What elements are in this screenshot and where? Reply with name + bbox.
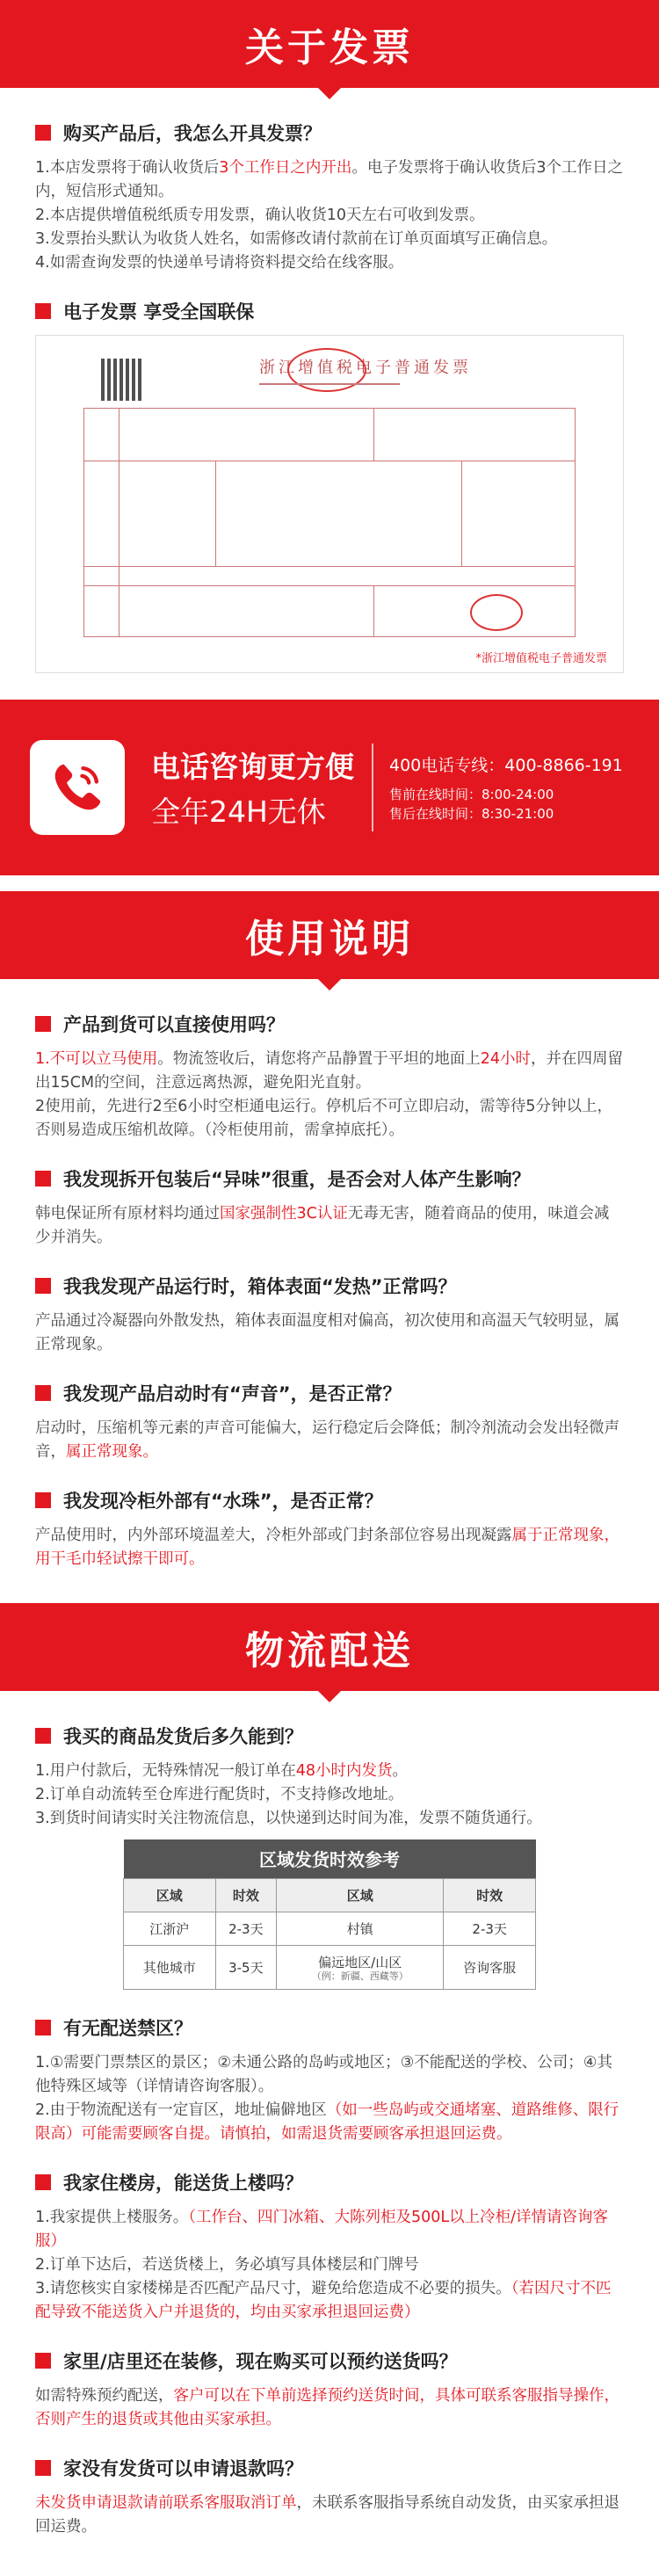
hotline-slogan-line2: 全年24H无休 xyxy=(151,795,326,829)
answer-fragment: ，未联系客服指导系统自动发货，由买家承担退回运费。 xyxy=(35,2493,619,2536)
answer-line: 2.本店提供增值税纸质专用发票，确认收货10天左右可收到发票。 xyxy=(35,207,485,224)
question-heading xyxy=(35,1487,624,1513)
question-text: 购买产品后，我怎么开具发票？ xyxy=(63,123,322,144)
answer-line: 3.发票抬头默认为收货人姓名，如需修改请付款前在订单页面填写正确信息。 xyxy=(35,230,558,248)
qr-code-icon xyxy=(101,359,143,401)
table-cell: 3-5天 xyxy=(215,1945,276,1989)
answer-line: 4.如需查询发票的快递单号请将资料提交给在线客服。 xyxy=(35,254,404,272)
answer-line: 2使用前，先进行2至6小时空柜通电运行。停机后不可立即启动，需等待5分钟以上，否则易造成压缩机故障。（冷柜使用前，需拿掉底托）。 xyxy=(35,1098,613,1139)
usage-section xyxy=(0,979,659,1603)
invoice-title: 关于发票 xyxy=(245,25,414,70)
usage-qa-3 xyxy=(35,1273,624,1357)
red-square-icon xyxy=(35,1385,51,1401)
question-text: 我发现产品启动时有“声音”，是否正常？ xyxy=(63,1383,402,1404)
invoice-banner xyxy=(0,0,659,88)
table-cell: 2-3天 xyxy=(444,1912,536,1945)
answer-fragment: 启动时，压缩机等元素的声音可能偏大，运行稳定后会降低；制冷剂流动会发出轻微声音， xyxy=(35,1419,619,1461)
answer-fragment: 1.本店发票将于确认收货后 xyxy=(35,159,220,177)
red-square-icon xyxy=(35,303,51,319)
question-heading xyxy=(35,2014,624,2041)
invoice-sample-image xyxy=(35,335,624,673)
logistics-section xyxy=(0,1691,659,2565)
answer-fragment: 产品使用时，内外部环境温差大，冷柜外部或门封条部位容易出现凝露 xyxy=(35,1527,512,1544)
e-invoice-illustration xyxy=(83,346,576,645)
usage-qa-1 xyxy=(35,1011,624,1143)
question-text: 家没有发货可以申请退款吗？ xyxy=(63,2457,303,2479)
usage-qa-4 xyxy=(35,1380,624,1464)
seal-stamp-icon xyxy=(470,594,523,631)
phone-icon xyxy=(30,740,125,835)
answer-highlight: （若因尺寸不匹配导致不能送货入户并退货的，均由买家承担退回运费） xyxy=(35,2279,612,2321)
answer-text xyxy=(35,2492,624,2539)
answer-highlight: 48小时内发货 xyxy=(295,1762,393,1780)
question-heading xyxy=(35,1165,624,1192)
table-cell: 江浙沪 xyxy=(124,1912,216,1945)
answer-fragment: ，并在四周留出15CM的空间，注意远离热源，避免阳光直射。 xyxy=(35,1050,623,1092)
invoice-qa-1 xyxy=(35,120,624,275)
answer-line: 1.①需要门票禁区的景区；②未通公路的岛屿或地区；③不能配送的学校、公司；④其他特殊区域等（详情请咨询客服）。 xyxy=(35,2053,612,2095)
header-cell: 时效 xyxy=(215,1878,276,1912)
table-header-row xyxy=(124,1878,536,1912)
invoice-header: 浙江增值税电子普通发票 xyxy=(259,359,472,377)
answer-highlight: 未发货申请退款请前联系客服取消订单 xyxy=(35,2493,297,2512)
hotline-info xyxy=(389,752,623,824)
question-text: 产品到货可以直接使用吗？ xyxy=(63,1014,285,1035)
invoice-section xyxy=(0,88,659,700)
question-text: 我我发现产品运行时，箱体表面“发热”正常吗？ xyxy=(63,1276,457,1297)
red-square-icon xyxy=(35,125,51,141)
table-cell: 2-3天 xyxy=(215,1912,276,1945)
answer-text xyxy=(35,1048,624,1143)
phone-number: 400电话专线：400-8866-191 xyxy=(389,755,623,775)
usage-qa-5 xyxy=(35,1487,624,1571)
question-heading xyxy=(35,120,624,146)
question-heading xyxy=(35,2455,624,2481)
question-text: 家里/店里还在装修，现在购买可以预约送货吗？ xyxy=(63,2350,458,2372)
table-cell xyxy=(277,1945,444,1989)
question-text: 我家住楼房，能送货上楼吗？ xyxy=(63,2172,303,2194)
answer-highlight: 1.不可以立马使用 xyxy=(35,1050,158,1068)
answer-highlight: 国家强制性3C认证 xyxy=(220,1205,348,1223)
red-square-icon xyxy=(35,1171,51,1186)
usage-title: 使用说明 xyxy=(245,917,414,961)
answer-fragment: 1.用户付款后，无特殊情况一般订单在 xyxy=(35,1762,296,1780)
table-row xyxy=(124,1912,536,1945)
usage-qa-2 xyxy=(35,1165,624,1250)
hotline-slogan-line1: 电话咨询更方便 xyxy=(151,750,354,784)
question-heading xyxy=(35,1273,624,1299)
red-square-icon xyxy=(35,1728,51,1744)
logistics-qa-3 xyxy=(35,2169,624,2325)
answer-text xyxy=(35,1417,624,1464)
answer-text xyxy=(35,2384,624,2432)
answer-text xyxy=(35,2051,624,2146)
answer-highlight: （工作台、四门冰箱、大陈列柜及500L以上冷柜/详情请咨询客服） xyxy=(35,2208,608,2250)
answer-highlight: （如一些岛屿或交通堵塞、道路维修、限行限高）可能需要顾客自提。请慎拍，如需退货需要顾客承担退回运费。 xyxy=(35,2101,619,2143)
table-cell: 其他城市 xyxy=(124,1945,216,1989)
question-heading xyxy=(35,1011,624,1037)
red-square-icon xyxy=(35,1016,51,1032)
region-example: （例：新疆、西藏等） xyxy=(311,1970,409,1982)
answer-line: 3.到货时间请实时关注物流信息，以快递到达时间为准，发票不随货通行。 xyxy=(35,1810,542,1827)
answer-fragment: 2.由于物流配送有一定盲区，地址偏僻地区 xyxy=(35,2101,327,2119)
logistics-qa-4 xyxy=(35,2347,624,2432)
red-square-icon xyxy=(35,2353,51,2369)
hotline-slogan xyxy=(151,744,354,831)
question-heading xyxy=(35,2347,624,2374)
answer-fragment: 。 xyxy=(392,1762,408,1780)
answer-highlight: 3个工作日之内开出 xyxy=(219,159,352,177)
answer-fragment: 1.我家提供上楼服务。 xyxy=(35,2208,189,2226)
answer-text xyxy=(35,156,624,275)
header-cell: 区域 xyxy=(124,1878,216,1912)
answer-fragment: 。物流签收后，请您将产品静置于平坦的地面上 xyxy=(157,1050,481,1068)
question-text: 我买的商品发货后多久能到？ xyxy=(63,1726,303,1747)
answer-text xyxy=(35,1760,624,1831)
answer-fragment: 如需特殊预约配送， xyxy=(35,2386,174,2405)
answer-line: 2.订单下达后，若送货楼上，务必填写具体楼层和门牌号 xyxy=(35,2255,419,2274)
question-text: 我发现冷柜外部有“水珠”，是否正常？ xyxy=(63,1491,383,1512)
pre-sale-hours: 售前在线时间：8:00-24:00 xyxy=(389,786,554,802)
question-text: 有无配送禁区？ xyxy=(63,2017,192,2039)
logistics-qa-1 xyxy=(35,1723,624,1831)
region-label: 偏远地区/山区 xyxy=(318,1954,402,1970)
invoice-qa-2 xyxy=(35,298,624,673)
logistics-qa-2 xyxy=(35,2014,624,2146)
answer-text xyxy=(35,1524,624,1571)
shipping-time-table xyxy=(123,1839,536,1990)
logistics-title: 物流配送 xyxy=(245,1629,414,1673)
answer-fragment: 韩电保证所有原材料均通过 xyxy=(35,1205,220,1223)
answer-highlight: 属于正常现象，用干毛巾轻试擦干即可。 xyxy=(35,1527,619,1568)
question-text: 我发现拆开包装后“异味”很重，是否会对人体产生影响？ xyxy=(63,1169,531,1190)
table-row xyxy=(124,1945,536,1989)
table-cell: 咨询客服 xyxy=(444,1945,536,1989)
answer-line: 2.订单自动流转至仓库进行配货时，不支持修改地址。 xyxy=(35,1786,404,1803)
answer-highlight: 24小时 xyxy=(480,1050,531,1068)
red-square-icon xyxy=(35,1492,51,1508)
hotline-banner xyxy=(0,700,659,875)
red-square-icon xyxy=(35,2460,51,2476)
question-heading xyxy=(35,298,624,324)
answer-text xyxy=(35,1202,624,1250)
question-heading xyxy=(35,1380,624,1406)
question-heading xyxy=(35,2169,624,2195)
red-square-icon xyxy=(35,2020,51,2035)
usage-banner xyxy=(0,891,659,979)
header-cell: 时效 xyxy=(444,1878,536,1912)
invoice-caption: *浙江增值税电子普通发票 xyxy=(475,652,607,665)
answer-text: 产品通过冷凝器向外散发热，箱体表面温度相对偏高，初次使用和高温天气较明显，属正常现象。 xyxy=(35,1312,619,1353)
red-square-icon xyxy=(35,2174,51,2190)
divider xyxy=(372,744,373,831)
red-square-icon xyxy=(35,1278,51,1294)
logistics-qa-5 xyxy=(35,2455,624,2539)
table-caption: 区域发货时效参考 xyxy=(124,1839,536,1878)
answer-fragment: 。电子发票将于确认收货后3个工作日之内，短信形式通知。 xyxy=(35,159,623,200)
logistics-banner xyxy=(0,1603,659,1691)
stamp-icon xyxy=(287,348,366,392)
answer-highlight: 属正常现象。 xyxy=(66,1443,158,1461)
answer-highlight: 客户可以在下单前选择预约送货时间，具体可联系客服指导操作，否则产生的退货或其他由买家承担。 xyxy=(35,2386,619,2428)
header-cell: 区域 xyxy=(277,1878,444,1912)
answer-text xyxy=(35,2206,624,2325)
answer-fragment: 3.请您核实自家楼梯是否匹配产品尺寸，避免给您造成不必要的损失。 xyxy=(35,2279,511,2297)
answer-fragment: 无毒无害，随着商品的使用，味道会减少并消失。 xyxy=(35,1205,610,1246)
question-text: 电子发票 享受全国联保 xyxy=(63,301,255,323)
question-heading xyxy=(35,1723,624,1749)
table-cell: 村镇 xyxy=(277,1912,444,1945)
after-sale-hours: 售后在线时间：8:30-21:00 xyxy=(389,805,554,822)
